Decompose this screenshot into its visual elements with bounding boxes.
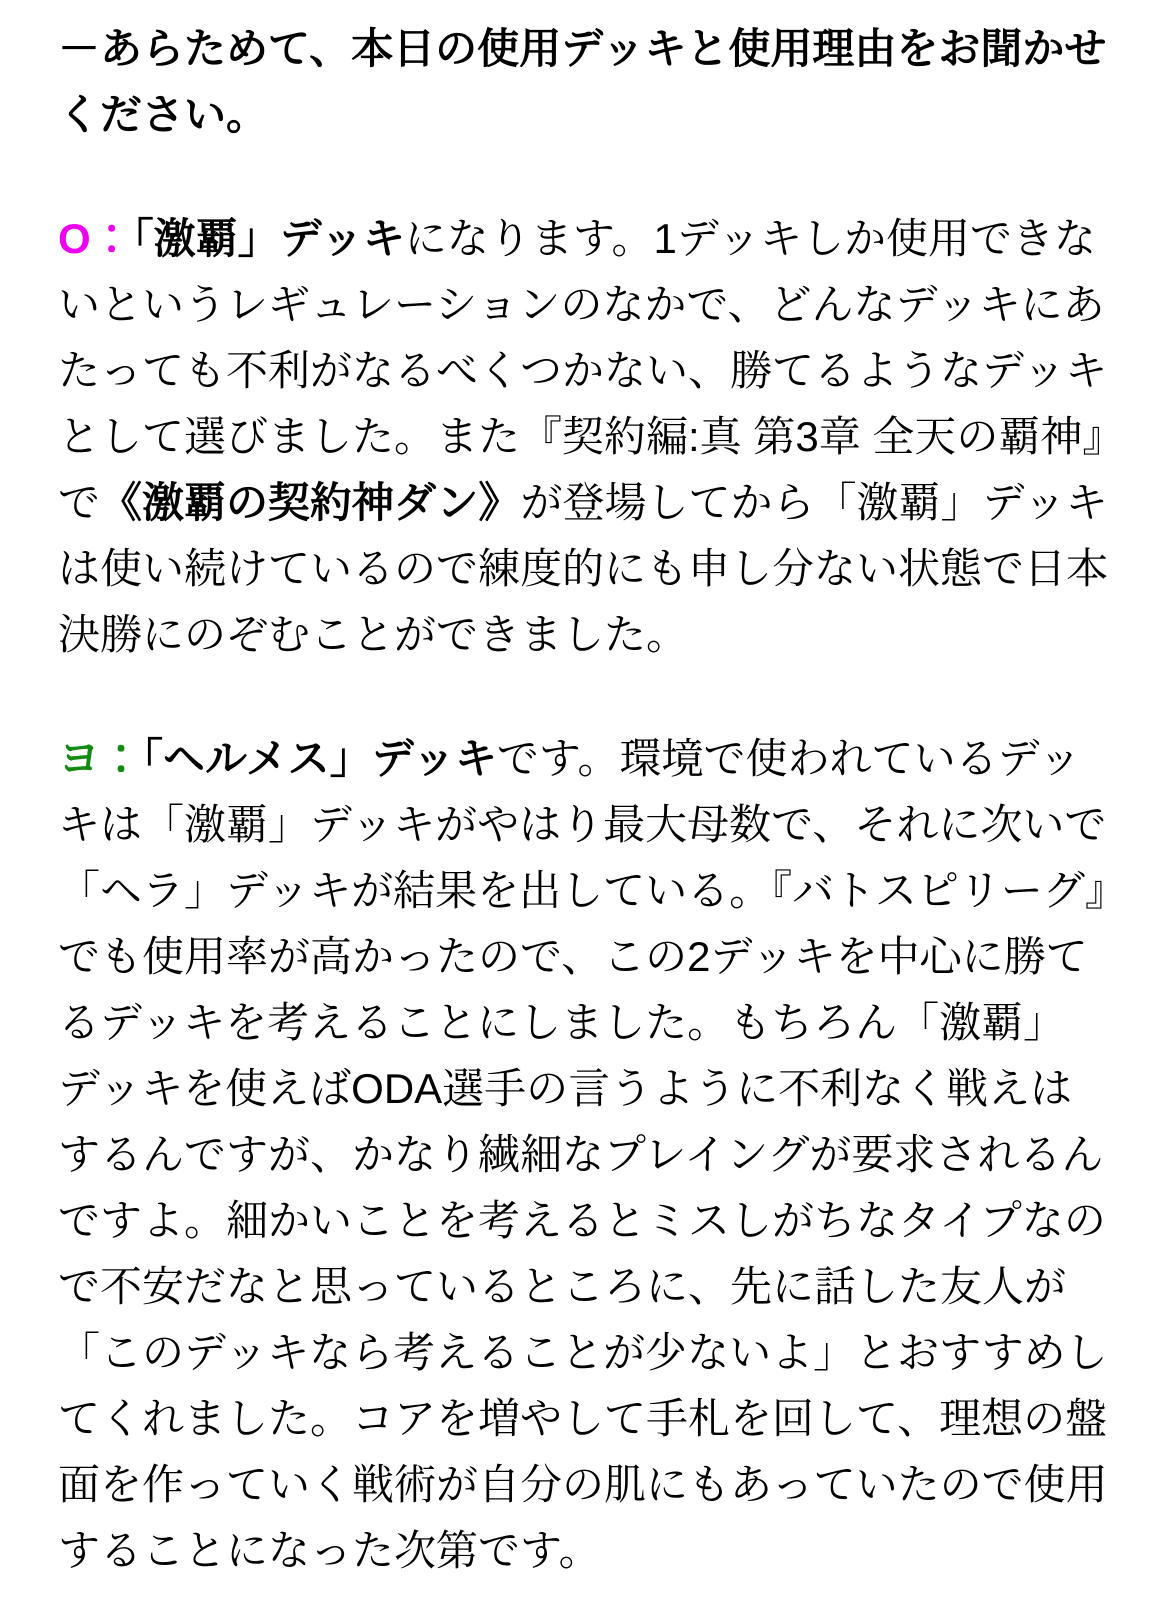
card-name-gekiha-no-keiyakushin-dan: 《激覇の契約神ダン》 — [100, 479, 521, 526]
interviewer-question — [58, 16, 1112, 148]
deck-name-hermes: 「ヘルメス」デッキ — [142, 735, 497, 782]
deck-name-gekiha: 「激覇」デッキ — [132, 215, 405, 262]
question-text: －あらためて、本日の使用デッキと使用理由をお聞かせください。 — [58, 25, 1107, 138]
answer-paragraph-yo — [58, 726, 1112, 1584]
answer-text-segment: です。環境で使われているデッキは「激覇」デッキがやはり最大母数で、それに次いで「ヘラ」デッキが結果を出している。『バトスピリーグ』でも使用率が高かったので、この2デッキを中心に勝てるデッキを考えることにしました。もちろん「激覇」デッキを使えばODA選手の言うように不利なく戦えはするんですが、かなり繊細なプレイングが要求されるんですよ。細かいことを考えるとミスしがちなタイプなので不安だなと思っているところに、先に話した友人が「このデッキなら考えることが少ないよ」とおすすめしてくれました。コアを増やして手札を回して、理想の盤面を作っていく戦術が自分の肌にもあっていたので使用することになった次第です。 — [58, 735, 1108, 1574]
answer-paragraph-o — [58, 206, 1112, 668]
speaker-label-o: O： — [58, 215, 133, 262]
answer-text-segment: になります。1デッキしか使用できないというレギュレーションのなかで、どんなデッキにあたっても不利がなるべくつかない、勝てるようなデッキとして選びました。また『契約編:真 第3章 全天の覇神』で — [58, 215, 1108, 526]
answer-text-segment: が登場してから「激覇」デッキは使い続けているので練度的にも申し分ない状態で日本決勝にのぞむことができました。 — [58, 479, 1109, 658]
speaker-label-yo: ヨ： — [58, 735, 143, 782]
